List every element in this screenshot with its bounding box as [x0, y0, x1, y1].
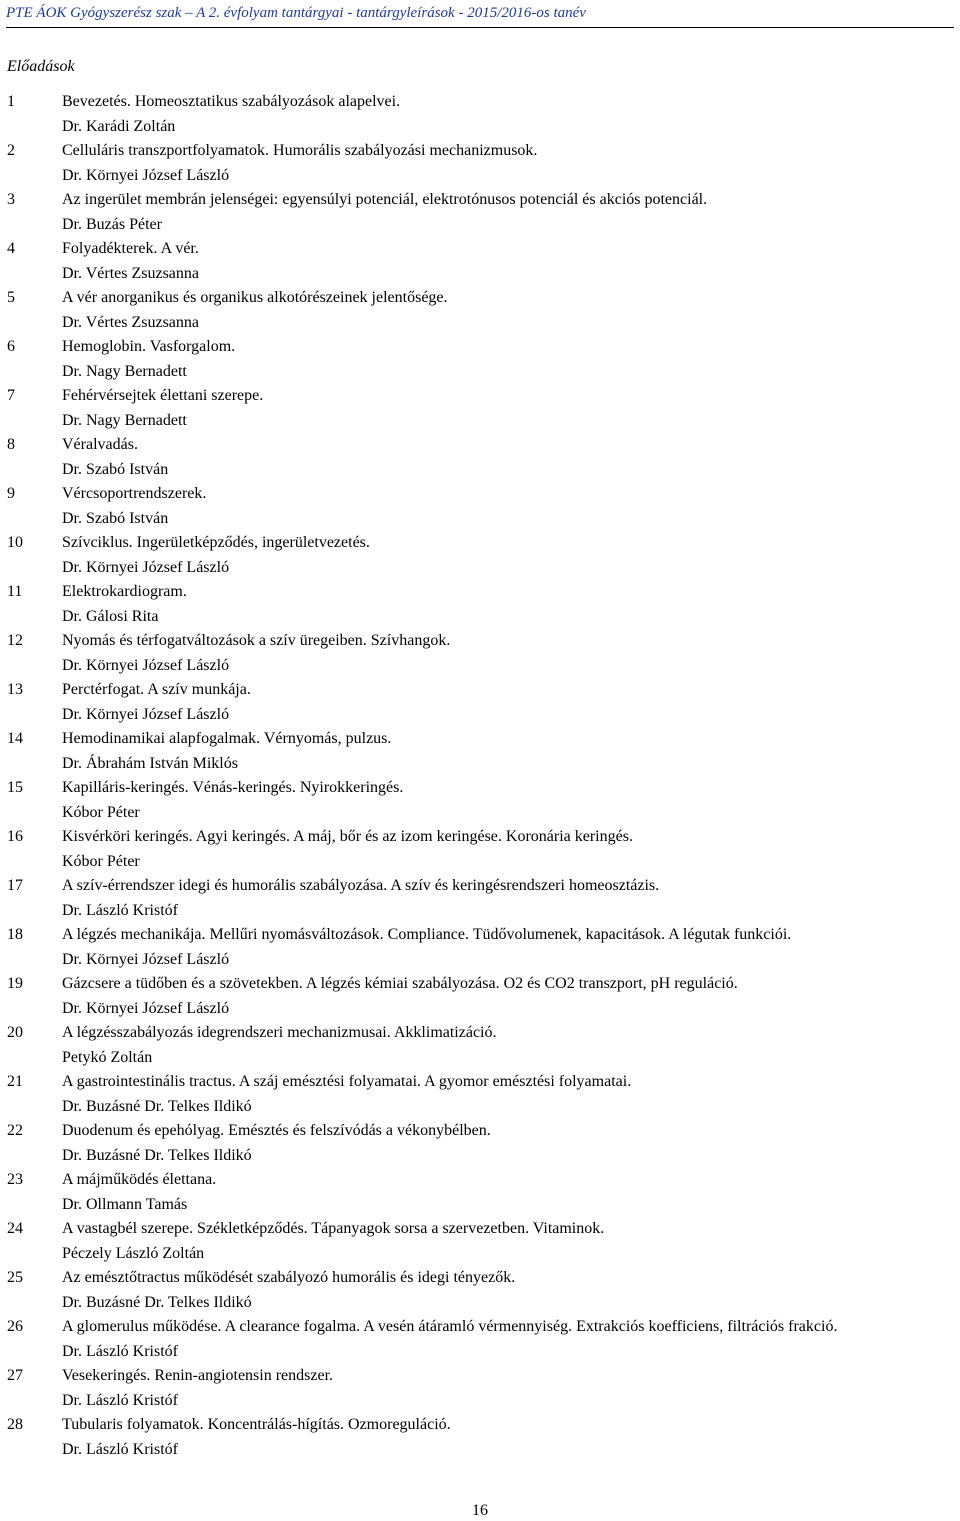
lecture-lecturer-row	[0, 1389, 960, 1414]
lecture-number: 7	[7, 387, 15, 404]
lecture-item	[0, 776, 960, 825]
lecture-title-row	[0, 727, 960, 752]
lecture-item	[0, 237, 960, 286]
lecture-lecturer-row	[0, 703, 960, 728]
lecture-item	[0, 1315, 960, 1364]
lecture-lecturer: Dr. Ábrahám István Miklós	[62, 754, 238, 772]
lecture-title: Bevezetés. Homeosztatikus szabályozások alapelvei.	[62, 93, 401, 110]
lecture-number: 28	[7, 1416, 23, 1433]
lecture-item	[0, 874, 960, 923]
lecture-number: 18	[7, 926, 23, 943]
lecture-list	[0, 90, 960, 1462]
lecture-number: 9	[7, 485, 15, 502]
lecture-title: Véralvadás.	[62, 436, 138, 453]
lecture-lecturer: Dr. Szabó István	[62, 460, 169, 478]
lecture-lecturer: Péczely László Zoltán	[62, 1244, 205, 1262]
lecture-title-row	[0, 188, 960, 213]
lecture-title-row	[0, 825, 960, 850]
lecture-number: 13	[7, 681, 23, 698]
lecture-item	[0, 1413, 960, 1462]
lecture-title-row	[0, 580, 960, 605]
lecture-lecturer: Dr. Nagy Bernadett	[62, 362, 187, 380]
lecture-title-row	[0, 1266, 960, 1291]
lecture-lecturer-row	[0, 458, 960, 483]
lecture-title: Perctérfogat. A szív munkája.	[62, 681, 251, 698]
lecture-lecturer-row	[0, 262, 960, 287]
page-number: 16	[472, 1502, 488, 1519]
lecture-title-row	[0, 1168, 960, 1193]
lecture-title: Gázcsere a tüdőben és a szövetekben. A légzés kémiai szabályozása. O2 és CO2 transzport, pH reguláció.	[62, 975, 738, 992]
lecture-title: Nyomás és térfogatváltozások a szív üregeiben. Szívhangok.	[62, 632, 451, 649]
lecture-lecturer: Petykó Zoltán	[62, 1048, 153, 1066]
lecture-lecturer: Kóbor Péter	[62, 852, 140, 870]
lecture-number: 23	[7, 1171, 23, 1188]
lecture-number: 14	[7, 730, 23, 747]
lecture-lecturer: Dr. Nagy Bernadett	[62, 411, 187, 429]
lecture-title: A vastagbél szerepe. Székletképződés. Tápanyagok sorsa a szervezetben. Vitaminok.	[62, 1220, 605, 1237]
lecture-title-row	[0, 335, 960, 360]
lecture-lecturer: Dr. Környei József László	[62, 999, 230, 1017]
lecture-lecturer: Dr. Környei József László	[62, 656, 230, 674]
lecture-lecturer-row	[0, 1242, 960, 1267]
lecture-item	[0, 1021, 960, 1070]
lecture-lecturer-row	[0, 1340, 960, 1365]
lecture-lecturer-row	[0, 605, 960, 630]
lecture-lecturer: Dr. Buzásné Dr. Telkes Ildikó	[62, 1146, 252, 1164]
lecture-item	[0, 90, 960, 139]
lecture-number: 11	[7, 583, 23, 600]
lecture-number: 2	[7, 142, 15, 159]
lecture-number: 27	[7, 1367, 23, 1384]
lecture-title: Elektrokardiogram.	[62, 583, 187, 600]
lecture-title: A gastrointestinális tractus. A száj emésztési folyamatai. A gyomor emésztési folyamatai.	[62, 1073, 632, 1090]
lecture-lecturer: Kóbor Péter	[62, 803, 140, 821]
lecture-item	[0, 972, 960, 1021]
lecture-title: A szív-érrendszer idegi és humorális szabályozása. A szív és keringésrendszeri homeosztázis.	[62, 877, 660, 894]
lecture-title-row	[0, 776, 960, 801]
lecture-title-row	[0, 1021, 960, 1046]
lecture-item	[0, 139, 960, 188]
lecture-item	[0, 923, 960, 972]
lecture-number: 16	[7, 828, 23, 845]
lecture-title: Szívciklus. Ingerületképződés, ingerületvezetés.	[62, 534, 370, 551]
lecture-lecturer-row	[0, 507, 960, 532]
lecture-number: 19	[7, 975, 23, 992]
lecture-number: 15	[7, 779, 23, 796]
lecture-lecturer-row	[0, 948, 960, 973]
lecture-lecturer: Dr. Buzásné Dr. Telkes Ildikó	[62, 1293, 252, 1311]
lecture-number: 22	[7, 1122, 23, 1139]
lecture-title: Vércsoportrendszerek.	[62, 485, 207, 502]
lecture-lecturer: Dr. László Kristóf	[62, 1391, 178, 1409]
lecture-title: Az ingerület membrán jelenségei: egyensúlyi potenciál, elektrotónusos potenciál és akciós potenciál.	[62, 191, 708, 208]
lecture-title: A vér anorganikus és organikus alkotórészeinek jelentősége.	[62, 289, 448, 306]
lecture-number: 21	[7, 1073, 23, 1090]
lecture-lecturer: Dr. Vértes Zsuzsanna	[62, 313, 199, 331]
lecture-lecturer-row	[0, 1193, 960, 1218]
lecture-lecturer-row	[0, 1046, 960, 1071]
lecture-number: 20	[7, 1024, 23, 1041]
lecture-lecturer: Dr. László Kristóf	[62, 1440, 178, 1458]
lecture-number: 8	[7, 436, 15, 453]
lecture-title-row	[0, 1364, 960, 1389]
lecture-title-row	[0, 531, 960, 556]
lecture-title-row	[0, 1217, 960, 1242]
lecture-title: Hemoglobin. Vasforgalom.	[62, 338, 236, 355]
lecture-item	[0, 482, 960, 531]
lecture-lecturer: Dr. Buzásné Dr. Telkes Ildikó	[62, 1097, 252, 1115]
lecture-item	[0, 286, 960, 335]
lecture-title-row	[0, 90, 960, 115]
lecture-number: 3	[7, 191, 15, 208]
lecture-title: Kapilláris-keringés. Vénás-keringés. Nyirokkeringés.	[62, 779, 404, 796]
lecture-item	[0, 629, 960, 678]
lecture-lecturer-row	[0, 360, 960, 385]
lecture-title: Fehérvérsejtek élettani szerepe.	[62, 387, 264, 404]
lecture-title: Folyadékterek. A vér.	[62, 240, 199, 257]
lecture-lecturer-row	[0, 115, 960, 140]
lecture-title: Duodenum és epehólyag. Emésztés és felszívódás a vékonybélben.	[62, 1122, 491, 1139]
lecture-title-row	[0, 972, 960, 997]
lecture-number: 4	[7, 240, 15, 257]
lecture-item	[0, 1266, 960, 1315]
lecture-title-row	[0, 1315, 960, 1340]
lecture-lecturer-row	[0, 899, 960, 924]
lecture-title: A légzésszabályozás idegrendszeri mechanizmusai. Akklimatizáció.	[62, 1024, 497, 1041]
lecture-lecturer-row	[0, 1144, 960, 1169]
lecture-lecturer-row	[0, 213, 960, 238]
lecture-title-row	[0, 139, 960, 164]
lecture-title-row	[0, 384, 960, 409]
lecture-title-row	[0, 433, 960, 458]
lecture-item	[0, 335, 960, 384]
lecture-lecturer: Dr. Környei József László	[62, 705, 230, 723]
lecture-title-row	[0, 1119, 960, 1144]
lecture-title-row	[0, 237, 960, 262]
lecture-lecturer-row	[0, 801, 960, 826]
lecture-number: 26	[7, 1318, 23, 1335]
lecture-number: 12	[7, 632, 23, 649]
lecture-title-row	[0, 678, 960, 703]
lecture-title: Celluláris transzportfolyamatok. Humorális szabályozási mechanizmusok.	[62, 142, 538, 159]
lecture-lecturer-row	[0, 409, 960, 434]
lecture-item	[0, 825, 960, 874]
lecture-lecturer: Dr. Karádi Zoltán	[62, 117, 176, 135]
lecture-number: 1	[7, 93, 15, 110]
lecture-title-row	[0, 874, 960, 899]
document-header: PTE ÁOK Gyógyszerész szak – A 2. évfolyam tantárgyai - tantárgyleírások - 2015/2016-os tanév	[6, 3, 954, 28]
lecture-lecturer-row	[0, 850, 960, 875]
lecture-item	[0, 1168, 960, 1217]
lecture-lecturer: Dr. Környei József László	[62, 166, 230, 184]
lecture-lecturer: Dr. Környei József László	[62, 950, 230, 968]
lecture-title: Hemodinamikai alapfogalmak. Vérnyomás, pulzus.	[62, 730, 392, 747]
lecture-title-row	[0, 1413, 960, 1438]
lecture-number: 17	[7, 877, 23, 894]
lecture-title-row	[0, 286, 960, 311]
lecture-item	[0, 678, 960, 727]
lecture-lecturer-row	[0, 654, 960, 679]
lecture-lecturer-row	[0, 1438, 960, 1463]
lecture-lecturer: Dr. László Kristóf	[62, 901, 178, 919]
lecture-title: A légzés mechanikája. Mellűri nyomásváltozások. Compliance. Tüdővolumenek, kapacitások. A légutak funkciói.	[62, 926, 792, 943]
lecture-lecturer-row	[0, 164, 960, 189]
lecture-lecturer: Dr. Gálosi Rita	[62, 607, 159, 625]
lecture-item	[0, 1119, 960, 1168]
lecture-number: 5	[7, 289, 15, 306]
lecture-lecturer: Dr. Buzás Péter	[62, 215, 162, 233]
lecture-title: Az emésztőtractus működését szabályozó humorális és idegi tényezők.	[62, 1269, 516, 1286]
lecture-item	[0, 580, 960, 629]
lecture-title-row	[0, 1070, 960, 1095]
lecture-title-row	[0, 923, 960, 948]
lecture-lecturer-row	[0, 752, 960, 777]
lecture-lecturer-row	[0, 1291, 960, 1316]
section-title: Előadások	[7, 58, 75, 75]
lecture-title-row	[0, 629, 960, 654]
lecture-lecturer-row	[0, 1095, 960, 1120]
lecture-number: 25	[7, 1269, 23, 1286]
lecture-lecturer: Dr. Szabó István	[62, 509, 169, 527]
lecture-item	[0, 1070, 960, 1119]
lecture-lecturer-row	[0, 997, 960, 1022]
lecture-lecturer: Dr. László Kristóf	[62, 1342, 178, 1360]
lecture-title: A glomerulus működése. A clearance fogalma. A vesén átáramló vérmennyiség. Extrakciós koefficiens, filtrációs frakció.	[62, 1318, 838, 1335]
lecture-item	[0, 727, 960, 776]
lecture-item	[0, 188, 960, 237]
lecture-lecturer: Dr. Vértes Zsuzsanna	[62, 264, 199, 282]
lecture-title: A májműködés élettana.	[62, 1171, 217, 1188]
lecture-title: Tubularis folyamatok. Koncentrálás-hígítás. Ozmoreguláció.	[62, 1416, 451, 1433]
lecture-number: 6	[7, 338, 15, 355]
lecture-item	[0, 433, 960, 482]
lecture-title-row	[0, 482, 960, 507]
lecture-lecturer-row	[0, 311, 960, 336]
lecture-item	[0, 1364, 960, 1413]
lecture-item	[0, 531, 960, 580]
lecture-number: 10	[7, 534, 23, 551]
lecture-lecturer: Dr. Környei József László	[62, 558, 230, 576]
lecture-lecturer: Dr. Ollmann Tamás	[62, 1195, 188, 1213]
lecture-title: Vesekeringés. Renin-angiotensin rendszer.	[62, 1367, 334, 1384]
lecture-item	[0, 384, 960, 433]
lecture-title: Kisvérköri keringés. Agyi keringés. A máj, bőr és az izom keringése. Koronária keringés.	[62, 828, 633, 845]
lecture-number: 24	[7, 1220, 23, 1237]
lecture-lecturer-row	[0, 556, 960, 581]
lecture-item	[0, 1217, 960, 1266]
